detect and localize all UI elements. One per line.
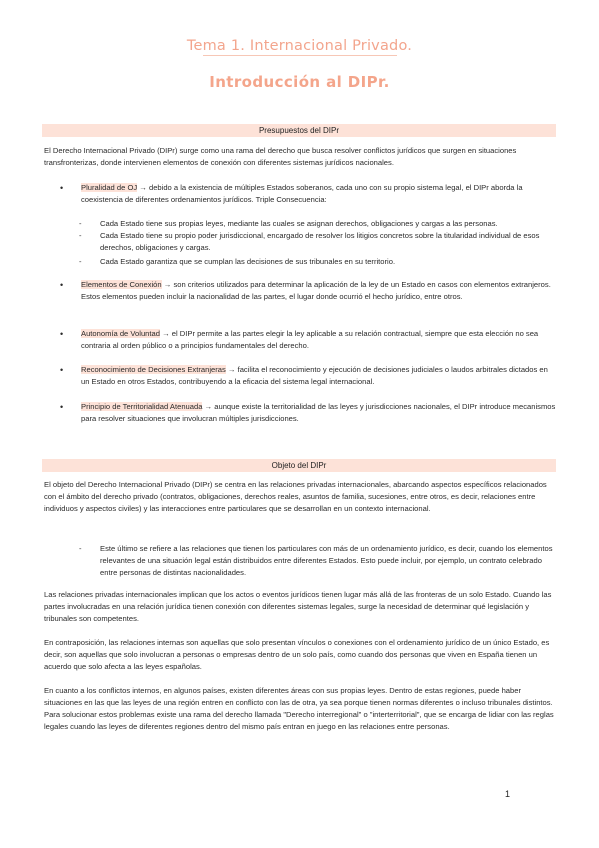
sub-text: Este último se refiere a las relaciones que tienen los particulares con más de un ordenamiento jurídico, es decir, cuando los elementos relevantes de una situación legal están distribuidos entre diferentes Estados. Esto puede incluir, por ejemplo, un contrato celebrado entre personas de distintas nacionalidades. bbox=[100, 544, 553, 577]
document-title: Tema 1. Internacional Privado. bbox=[186, 38, 413, 54]
bullet-term: Reconocimiento de Decisiones Extranjeras bbox=[81, 365, 226, 374]
bullet-icon: • bbox=[60, 280, 64, 290]
section1-intro: El Derecho Internacional Privado (DIPr) surge como una rama del derecho que busca resolver conflictos jurídicos que surgen en situaciones transfronterizas, donde intervienen elementos de conexión con diferentes sistemas jurídicos nacionales. bbox=[44, 146, 517, 167]
dash-icon: - bbox=[79, 219, 82, 228]
section-heading-presupuestos: Presupuestos del DIPr bbox=[42, 124, 556, 137]
title-underline bbox=[203, 55, 397, 56]
bullet-term: Pluralidad de OJ bbox=[81, 183, 138, 192]
bullet-text: → son criterios utilizados para determinar la aplicación de la ley de un Estado en casos con elementos extranjeros. Estos elementos pueden incluir la nacionalidad de las partes, el lugar donde ocurrió el hecho jurídico, entre otros. bbox=[81, 280, 551, 301]
bullet-term: Autonomía de Voluntad bbox=[81, 329, 160, 338]
bullet-icon: • bbox=[60, 329, 64, 339]
dash-icon: - bbox=[79, 231, 82, 240]
bullet-text: → el DIPr permite a las partes elegir la ley aplicable a su relación contractual, siempre que esta elección no sea contraria al orden público o a principios fundamentales del derecho. bbox=[81, 329, 539, 350]
section2-paragraph-1: El objeto del Derecho Internacional Privado (DIPr) se centra en las relaciones privadas internacionales, abarcando aspectos específicos relacionados con el ámbito del derecho privado (contratos, obligaciones, derechos reales, asuntos de familia, sucesiones, entre otros, es decir, relaciones entre individuos y aspectos civiles) y las interacciones entre particulares que se desarrollan en un contexto internacional. bbox=[44, 480, 547, 513]
bullet-term: Elementos de Conexión bbox=[81, 280, 162, 289]
section2-paragraph-2: Las relaciones privadas internacionales implican que los actos o eventos jurídicos tienen lugar más allá de las fronteras de un solo Estado. Cuando las partes involucradas en una relación jurídica tienen conexión con diferentes sistemas legales, surge la necesidad de determinar qué legislación y tribunales son competentes. bbox=[44, 590, 552, 623]
sub-text: Cada Estado tiene sus propias leyes, mediante las cuales se asignan derechos, obligaciones y cargas a las personas. bbox=[100, 219, 498, 228]
section-heading-objeto: Objeto del DIPr bbox=[42, 459, 556, 472]
document-subtitle: Introducción al DIPr. bbox=[209, 73, 390, 91]
bullet-icon: • bbox=[60, 365, 64, 375]
bullet-term: Principio de Territorialidad Atenuada bbox=[81, 402, 203, 411]
page-number: 1 bbox=[505, 789, 511, 799]
bullet-icon: • bbox=[60, 402, 64, 412]
bullet-text: → debido a la existencia de múltiples Estados soberanos, cada uno con su propio sistema legal, el DIPr aborda la coexistencia de diferentes ordenamientos jurídicos. Triple Consecuencia: bbox=[81, 183, 523, 204]
bullet-text: → facilita el reconocimiento y ejecución de decisiones judiciales o laudos arbitrales dictados en un Estado en otros Estados, contribuyendo a la eficacia del sistema legal internacional. bbox=[81, 365, 548, 386]
dash-icon: - bbox=[79, 257, 82, 266]
dash-icon: - bbox=[79, 544, 82, 553]
sub-text: Cada Estado tiene su propio poder jurisdiccional, encargado de resolver los litigios concretos sobre la titularidad individual de esos derechos, obligaciones y cargas. bbox=[100, 231, 540, 252]
bullet-icon: • bbox=[60, 183, 64, 193]
bullet-text: → aunque existe la territorialidad de las leyes y jurisdicciones nacionales, el DIPr introduce mecanismos para resolver situaciones que involucran múltiples jurisdicciones. bbox=[81, 402, 556, 423]
section2-paragraph-3: En contraposición, las relaciones internas son aquellas que solo presentan vínculos o conexiones con el ordenamiento jurídico de un único Estado, es decir, son aquellas que solo involucran a personas o empresas dentro de un solo país, como cuando dos personas que viven en España tienen un acuerdo que solo afecta a las leyes españolas. bbox=[44, 638, 550, 671]
section2-paragraph-4: En cuanto a los conflictos internos, en algunos países, existen diferentes áreas con sus propias leyes. Dentro de estas regiones, puede haber situaciones en las que las leyes de una región entren en conflicto con las de otra, ya sea porque tienen normas diferentes o incluso tribunales distintos. Para solucionar estos problemas existe una rama del derecho llamada "Derecho interregional" o "interterritorial", que se encarga de lidiar con las reglas legales cuando las leyes de diferentes regiones dentro del mismo país entran en juego en las relaciones entre personas. bbox=[44, 686, 554, 731]
sub-text: Cada Estado garantiza que se cumplan las decisiones de sus tribunales en su territorio. bbox=[100, 257, 396, 266]
